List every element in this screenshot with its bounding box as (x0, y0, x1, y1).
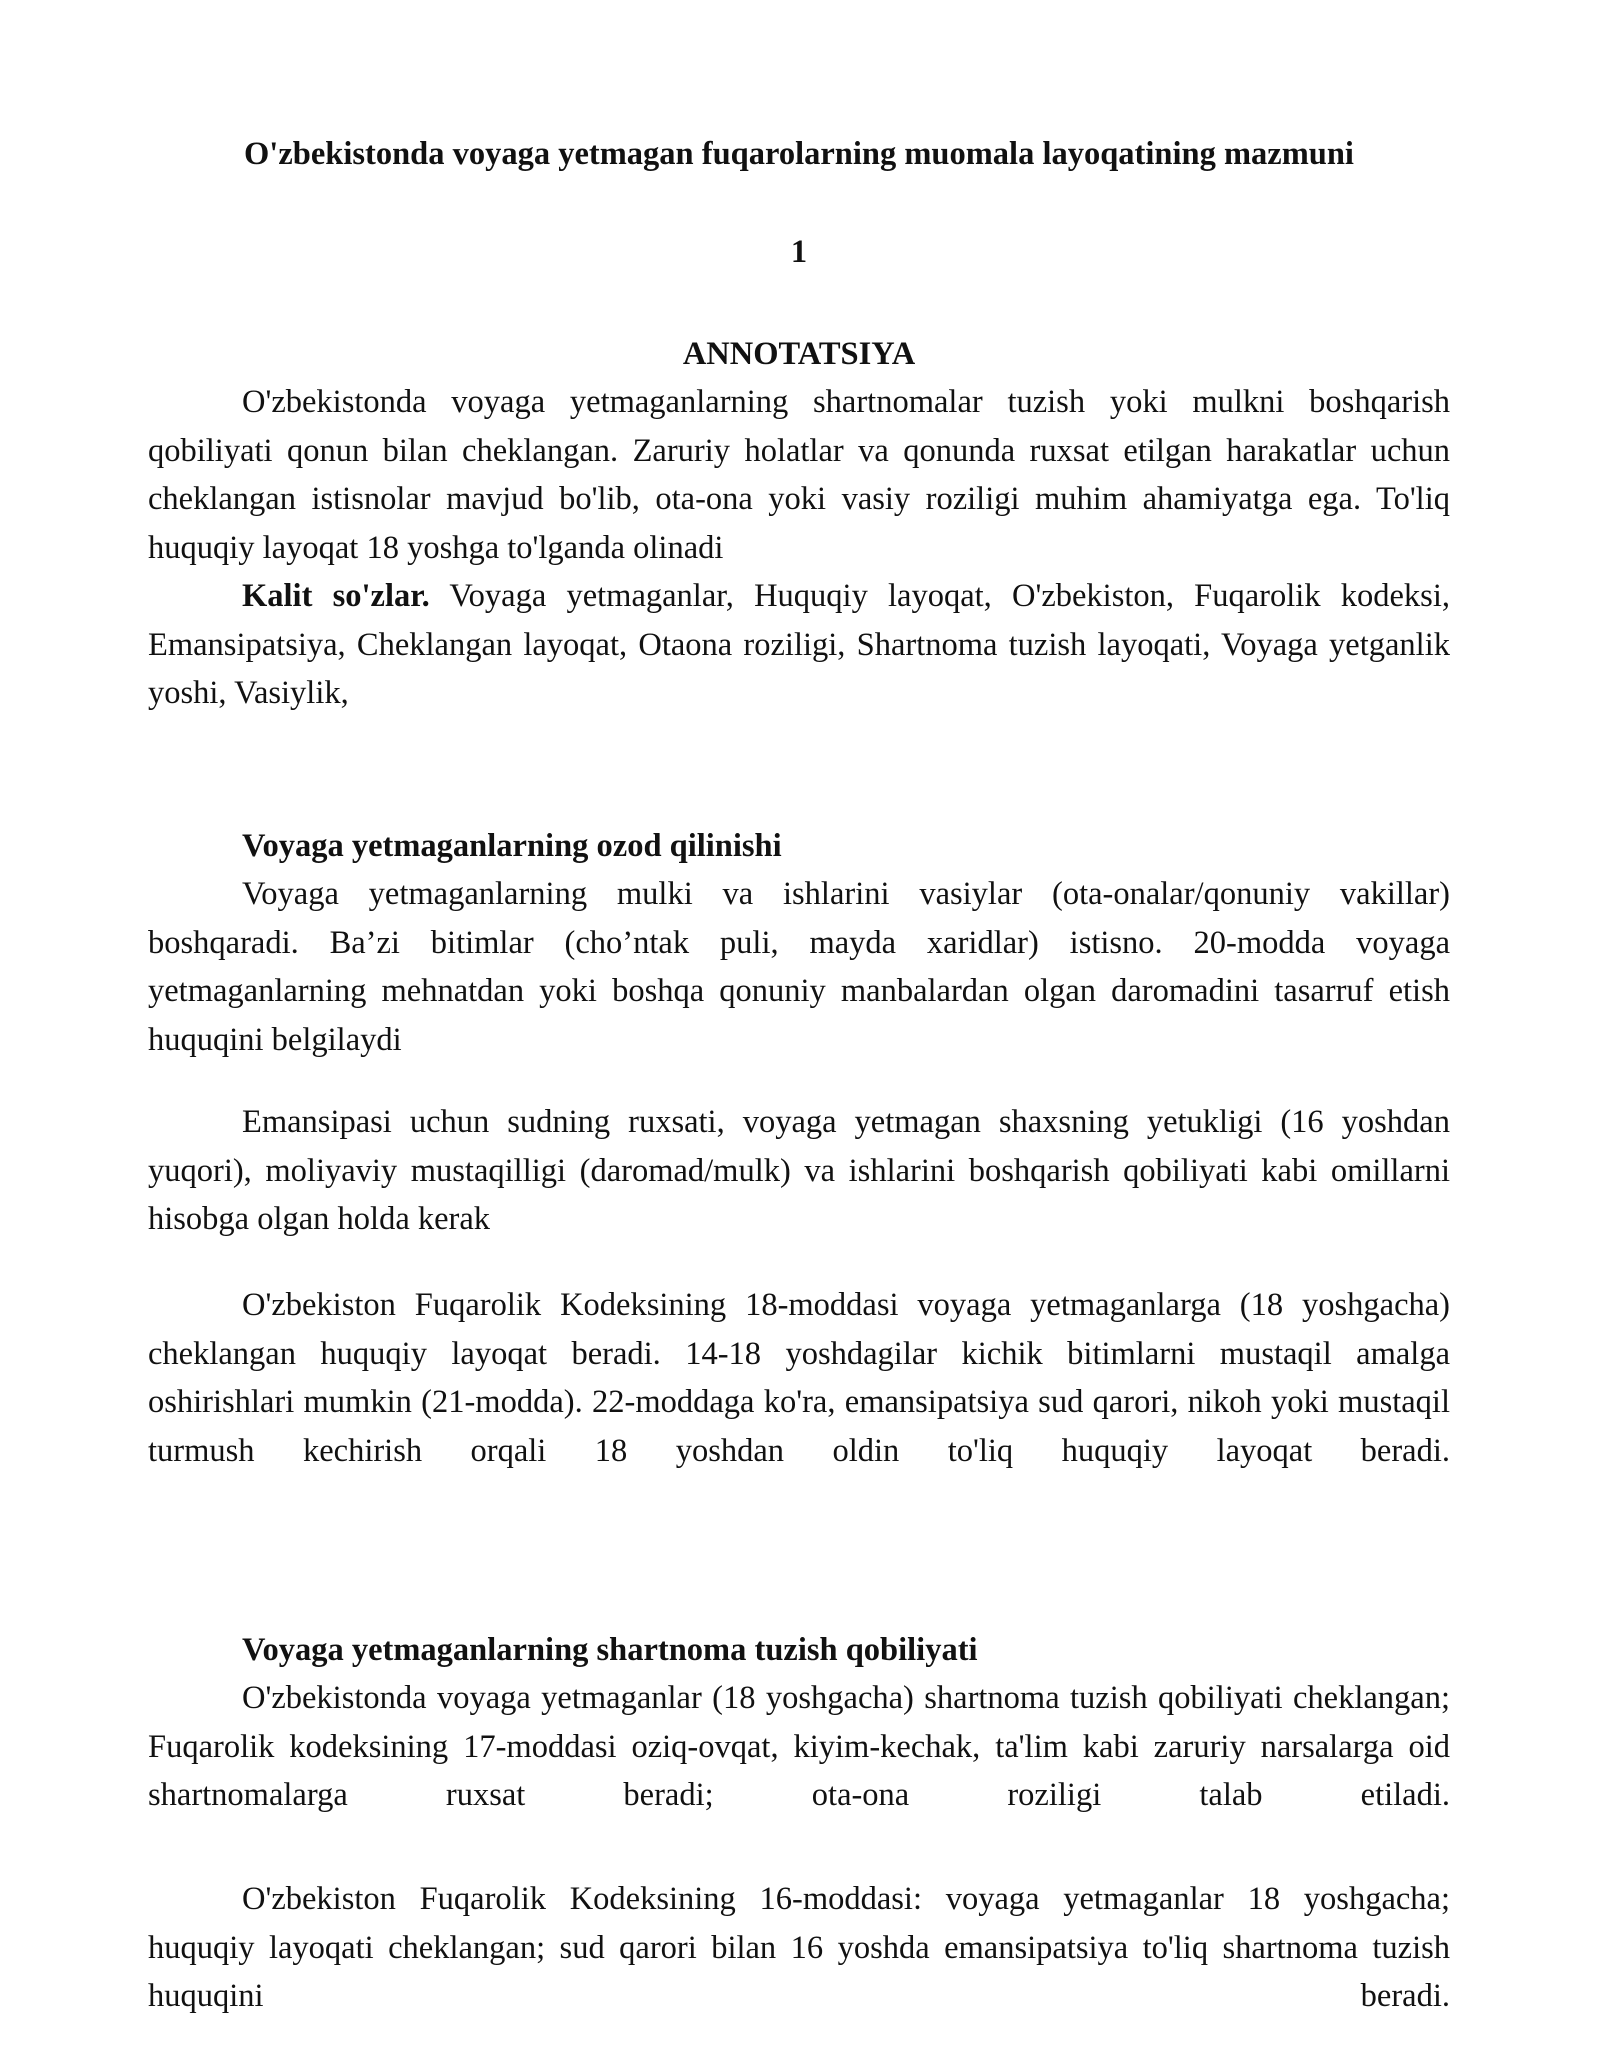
section-heading-contract-capacity: Voyaga yetmaganlarning shartnoma tuzish qobiliyati (242, 1632, 978, 1668)
section-heading-emancipation: Voyaga yetmaganlarning ozod qilinishi (242, 828, 782, 864)
annotation-heading: ANNOTATSIYA (682, 336, 916, 372)
section2-paragraph: O'zbekiston Fuqarolik Kodeksining 16-moddasi: voyaga yetmaganlar 18 yoshgacha; huquqiy layoqati cheklangan; sud qarori bilan 16 yoshda emansipatsiya to'liq shartnoma tuzish huquqini beradi. (148, 1881, 1450, 2014)
section1-paragraph: O'zbekiston Fuqarolik Kodeksining 18-moddasi voyaga yetmaganlarga (18 yoshgacha) cheklangan huquqiy layoqat beradi. 14-18 yoshdagilar kichik bitimlarni mustaqil amalga oshirishlari mumkin (21-modda). 22-moddaga ko'ra, emansipatsiya sud qarori, nikoh yoki mustaqil turmush kechirish orqali 18 yoshdan oldin to'liq huquqiy layoqat beradi. (148, 1287, 1450, 1469)
keywords-label: Kalit so'zlar. (242, 578, 430, 614)
annotation-text: O'zbekistonda voyaga yetmaganlarning shartnomalar tuzish yoki mulkni boshqarish qobiliyati qonun bilan cheklangan. Zaruriy holatlar va qonunda ruxsat etilgan harakatlar uchun cheklangan istisnolar mavjud bo'lib, ota-ona yoki vasiy roziligi muhim ahamiyatga ega. To'liq huquqiy layoqat 18 yoshga to'lganda olinadi (148, 384, 1450, 566)
section1-paragraph: Voyaga yetmaganlarning mulki va ishlarini vasiylar (ota-onalar/qonuniy vakillar) boshqaradi. Ba’zi bitimlar (cho’ntak puli, mayda xaridlar) istisno. 20-modda voyaga yetmaganlarning mehnatdan yoki boshqa qonuniy manbalardan olgan daromadini tasarruf etish huquqini belgilaydi (148, 876, 1450, 1058)
section2-paragraph: O'zbekistonda voyaga yetmaganlar (18 yoshgacha) shartnoma tuzish qobiliyati cheklangan; Fuqarolik kodeksining 17-moddasi oziq-ovqat, kiyim-kechak, ta'lim kabi zaruriy narsalarga oid shartnomalarga ruxsat beradi; ota-ona roziligi talab etiladi. (148, 1680, 1450, 1813)
keywords-paragraph (148, 572, 1450, 718)
keywords-text: Voyaga yetmaganlar, Huquqiy layoqat, O'zbekiston, Fuqarolik kodeksi, Emansipatsiya, Cheklangan layoqat, Otaona roziligi, Shartnoma tuzish layoqati, Voyaga yetganlik yoshi, Vasiylik, (148, 578, 1450, 711)
document-title: O'zbekistonda voyaga yetmagan fuqarolarning muomala layoqatining mazmuni (244, 136, 1354, 172)
section1-paragraph: Emansipasi uchun sudning ruxsati, voyaga yetmagan shaxsning yetukligi (16 yoshdan yuqori), moliyaviy mustaqilligi (daromad/mulk) va ishlarini boshqarish qobiliyati kabi omillarni hisobga olgan holda kerak (148, 1104, 1450, 1237)
page-number: 1 (790, 234, 808, 270)
